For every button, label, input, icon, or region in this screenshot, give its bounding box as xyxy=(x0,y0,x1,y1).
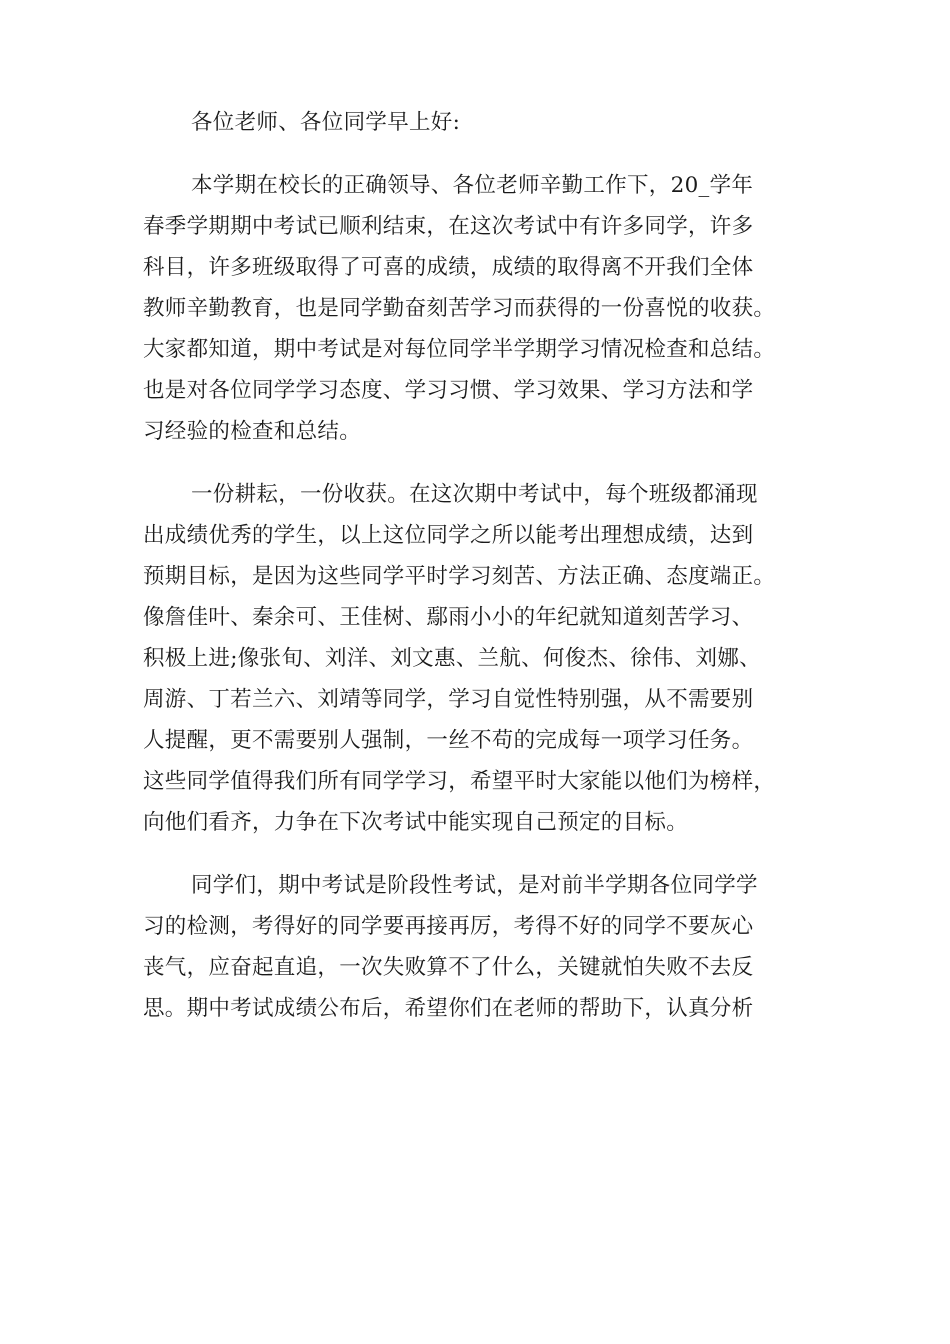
paragraph-3 xyxy=(143,865,823,1029)
paragraph-2-line: 向他们看齐，力争在下次考试中能实现自己预定的目标。 xyxy=(143,810,689,835)
paragraph-1-line: 春季学期期中考试已顺利结束，在这次考试中有许多同学，许多 xyxy=(143,214,754,239)
paragraph-3-line: 丧气，应奋起直追，一次失败算不了什么，关键就怕失败不去反 xyxy=(143,955,754,980)
paragraph-1-line: 大家都知道，期中考试是对每位同学半学期学习情况检查和总结。 xyxy=(143,337,776,362)
greeting-paragraph xyxy=(143,102,823,143)
paragraph-1-line: 习经验的检查和总结。 xyxy=(143,419,362,444)
paragraph-2-line: 周游、丁若兰六、刘靖等同学，学习自觉性特别强，从不需要别 xyxy=(143,687,754,712)
paragraph-2-line: 一份耕耘，一份收获。在这次期中考试中，每个班级都涌现 xyxy=(191,482,758,507)
paragraph-1 xyxy=(143,165,823,452)
paragraph-3-line: 同学们，期中考试是阶段性考试，是对前半学期各位同学学 xyxy=(191,873,758,898)
paragraph-3-line: 习的检测，考得好的同学要再接再厉，考得不好的同学不要灰心 xyxy=(143,914,754,939)
paragraph-2-line: 积极上进;像张旬、刘洋、刘文惠、兰航、何俊杰、徐伟、刘娜、 xyxy=(143,646,761,671)
paragraph-2-line: 人提醒，更不需要别人强制，一丝不苟的完成每一项学习任务。 xyxy=(143,728,754,753)
paragraph-gap xyxy=(143,143,823,165)
paragraph-1-line: 本学期在校长的正确领导、各位老师辛勤工作下，20_学年 xyxy=(191,173,754,198)
paragraph-gap xyxy=(143,843,823,865)
paragraph-2 xyxy=(143,474,823,843)
paragraph-2-line: 预期目标，是因为这些同学平时学习刻苦、方法正确、态度端正。 xyxy=(143,564,776,589)
document-body xyxy=(143,102,823,1029)
paragraph-3-line: 思。期中考试成绩公布后，希望你们在老师的帮助下，认真分析 xyxy=(143,996,754,1021)
paragraph-2-line: 出成绩优秀的学生，以上这位同学之所以能考出理想成绩，达到 xyxy=(143,523,754,548)
paragraph-2-line: 这些同学值得我们所有同学学习，希望平时大家能以他们为榜样， xyxy=(143,769,776,794)
paragraph-1-line: 也是对各位同学学习态度、学习习惯、学习效果、学习方法和学 xyxy=(143,378,754,403)
greeting-line: 各位老师、各位同学早上好: xyxy=(191,110,461,135)
paragraph-1-line: 科目，许多班级取得了可喜的成绩，成绩的取得离不开我们全体 xyxy=(143,255,754,280)
paragraph-2-line: 像詹佳叶、秦余可、王佳树、鄢雨小小的年纪就知道刻苦学习、 xyxy=(143,605,754,630)
paragraph-1-line: 教师辛勤教育，也是同学勤奋刻苦学习而获得的一份喜悦的收获。 xyxy=(143,296,776,321)
paragraph-gap xyxy=(143,452,823,474)
